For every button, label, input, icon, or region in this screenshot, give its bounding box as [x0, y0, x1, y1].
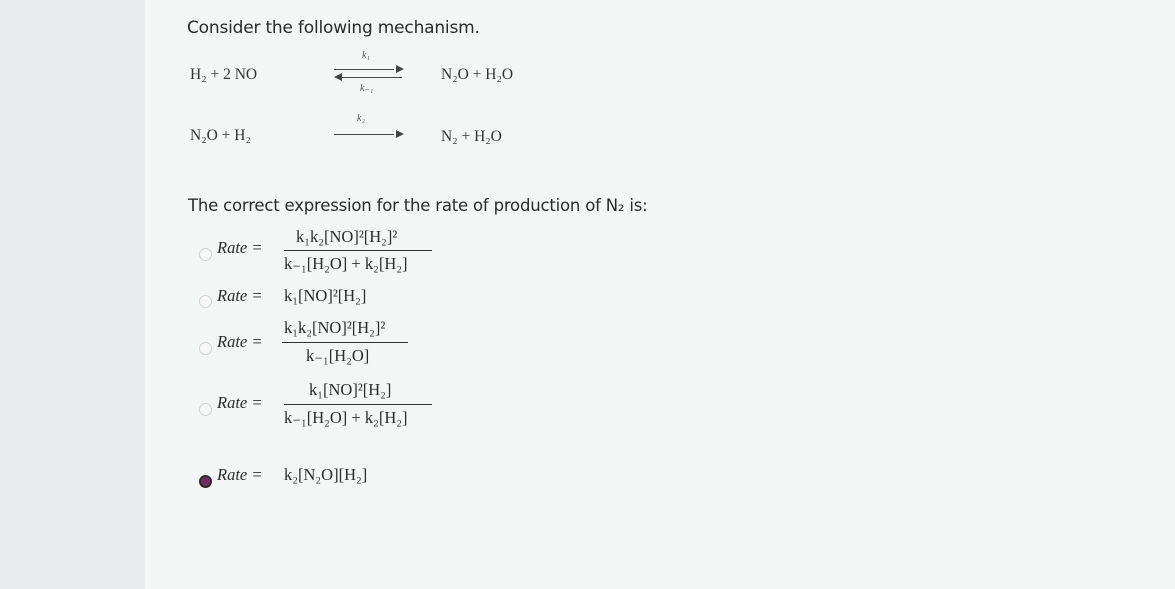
step1-products: N₂O + H₂O — [441, 66, 514, 83]
option-1-denominator: k₋₁[H₂O] + k₂[H₂] — [284, 254, 408, 273]
option-5-label: Rate = — [217, 465, 263, 484]
option-3-fraction-bar — [282, 342, 408, 343]
option-4-denominator: k₋₁[H₂O] + k₂[H₂] — [284, 408, 408, 427]
option-2-label: Rate = — [217, 286, 263, 305]
option-4-numerator: k₁[NO]²[H₂] — [309, 380, 392, 399]
option-4-radio[interactable] — [199, 403, 212, 416]
option-3-numerator: k₁k₂[NO]²[H₂]² — [284, 318, 386, 337]
option-5-radio-selected[interactable] — [199, 475, 212, 488]
option-3-label: Rate = — [217, 332, 263, 351]
step2-products: N₂ + H₂O — [441, 128, 502, 145]
option-1-numerator: k₁k₂[NO]²[H₂]² — [296, 227, 398, 246]
step2-reactants: N₂O + H₂ — [190, 127, 251, 144]
step1-reactants: H₂ + 2 NO — [190, 66, 258, 83]
option-4-label: Rate = — [217, 393, 263, 412]
option-2-radio[interactable] — [199, 295, 212, 308]
option-1-label: Rate = — [217, 238, 263, 257]
option-1-fraction-bar — [284, 250, 432, 251]
step2-forward-rate-constant: k₂ — [357, 113, 365, 124]
option-5-expression: k₂[N₂O][H₂] — [284, 465, 368, 484]
step1-forward-rate-constant: k₁ — [362, 50, 370, 61]
option-2-expression: k₁[NO]²[H₂] — [284, 286, 367, 305]
intro-text: Consider the following mechanism. — [187, 18, 480, 38]
option-1-radio[interactable] — [199, 248, 212, 261]
step1-reverse-rate-constant: k₋₁ — [360, 83, 374, 94]
option-4-fraction-bar — [284, 404, 432, 405]
option-3-radio[interactable] — [199, 342, 212, 355]
option-3-denominator: k₋₁[H₂O] — [306, 346, 370, 365]
question-text: The correct expression for the rate of production of N₂ is: — [188, 196, 648, 215]
